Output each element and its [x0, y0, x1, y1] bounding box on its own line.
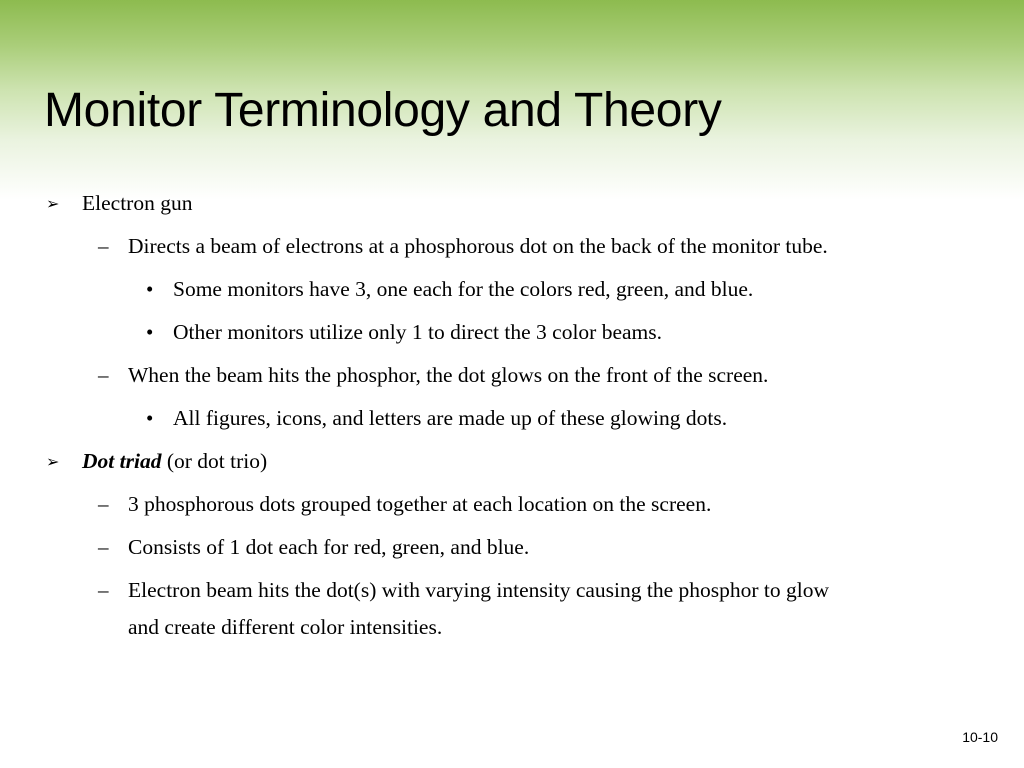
bullet-dot-triad	[82, 443, 267, 480]
slide-title: Monitor Terminology and Theory	[44, 84, 722, 137]
page-number: 10-10	[962, 729, 998, 745]
dash-bullet-icon: –	[98, 363, 109, 387]
sub-bullet-when-beam-hits: When the beam hits the phosphor, the dot glows on the front of the screen.	[128, 363, 769, 387]
sub-sub-bullet-three-guns: Some monitors have 3, one each for the colors red, green, and blue.	[173, 277, 754, 301]
arrow-bullet-icon: ➢	[46, 452, 60, 471]
sub-sub-bullet-one-gun: Other monitors utilize only 1 to direct the 3 color beams.	[173, 320, 663, 344]
dot-bullet-icon: •	[146, 277, 154, 301]
dot-bullet-icon: •	[146, 406, 154, 430]
sub-bullet-varying-intensity-continued: and create different color intensities.	[128, 615, 443, 639]
sub-sub-bullet-glowing-dots: All figures, icons, and letters are made up of these glowing dots.	[173, 406, 728, 430]
dot-triad-term: Dot triad	[82, 449, 162, 473]
sub-bullet-grouped-dots: 3 phosphorous dots grouped together at each location on the screen.	[128, 492, 712, 516]
sub-bullet-directs: Directs a beam of electrons at a phosphorous dot on the back of the monitor tube.	[128, 234, 828, 258]
sub-bullet-varying-intensity: Electron beam hits the dot(s) with varying intensity causing the phosphor to glow	[128, 578, 830, 602]
dash-bullet-icon: –	[98, 578, 109, 602]
dash-bullet-icon: –	[98, 535, 109, 559]
dash-bullet-icon: –	[98, 234, 109, 258]
dash-bullet-icon: –	[98, 492, 109, 516]
bullet-electron-gun: Electron gun	[82, 191, 193, 215]
dot-bullet-icon: •	[146, 320, 154, 344]
arrow-bullet-icon: ➢	[46, 194, 60, 213]
dot-triad-label-rest: (or dot trio)	[161, 449, 268, 473]
sub-bullet-consists-of: Consists of 1 dot each for red, green, and blue.	[128, 535, 530, 559]
